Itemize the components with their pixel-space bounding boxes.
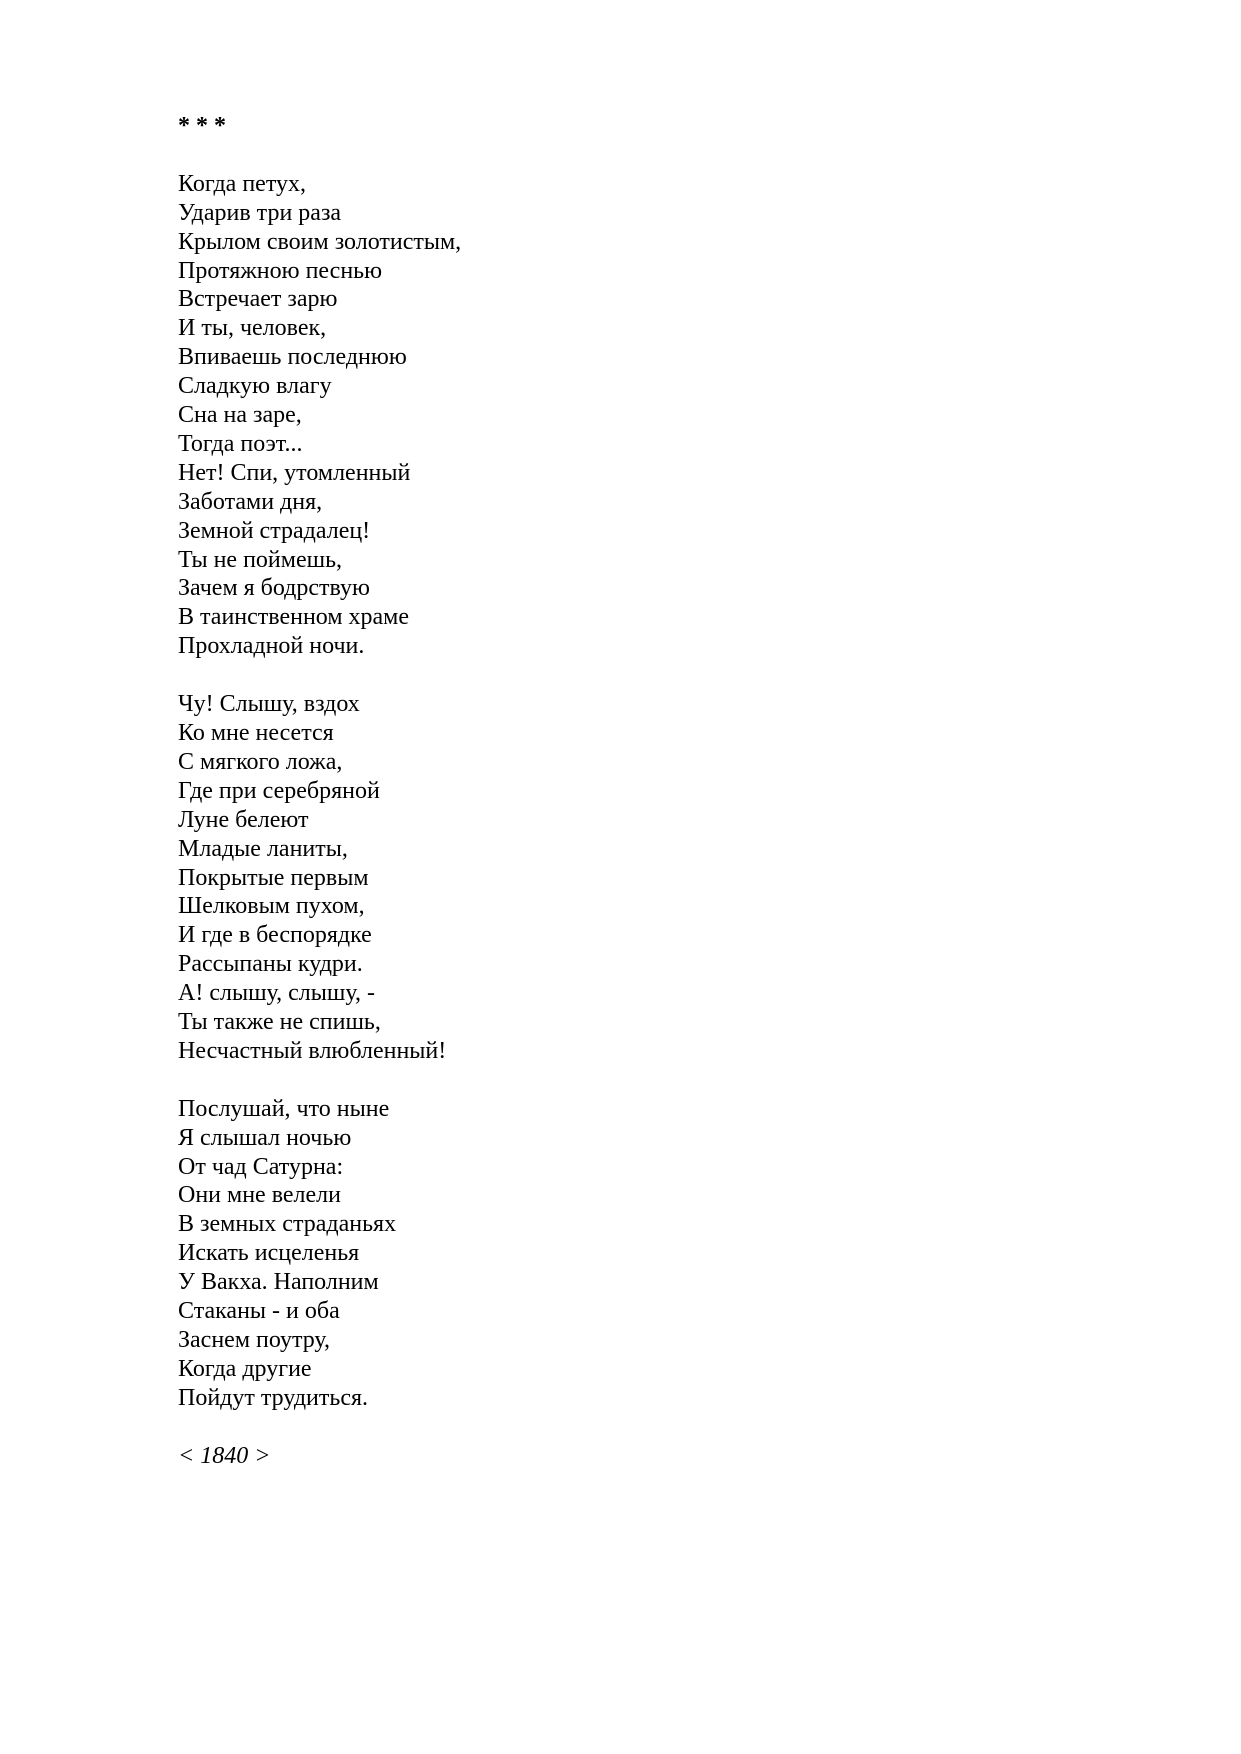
poem-line: Впиваешь последнюю: [178, 344, 407, 371]
stanza-gap: [178, 661, 1078, 690]
stanza-3: [178, 1095, 1078, 1413]
poem-date: < 1840 >: [178, 1442, 271, 1469]
poem-line: И ты, человек,: [178, 315, 327, 342]
poem-line: Сна на заре,: [178, 402, 302, 429]
poem-line: С мягкого ложа,: [178, 748, 343, 775]
stanza-gap: [178, 1066, 1078, 1095]
poem: [178, 112, 1078, 1471]
poem-line: Когда другие: [178, 1355, 312, 1382]
poem-line: Встречает зарю: [178, 286, 338, 313]
poem-line: В земных страданьях: [178, 1211, 397, 1238]
poem-line: А! слышу, слышу, -: [178, 980, 375, 1007]
stanza-gap: [178, 141, 1078, 170]
poem-line: От чад Сатурна:: [178, 1153, 344, 1180]
poem-line: Заснем поутру,: [178, 1327, 331, 1353]
poem-line: Несчастный влюбленный!: [178, 1037, 447, 1064]
poem-line: Покрытые первым: [178, 864, 369, 891]
poem-line: Шелковым пухом,: [178, 893, 365, 920]
poem-line: В таинственном храме: [178, 604, 410, 631]
poem-line: И где в беспорядке: [178, 922, 372, 949]
poem-line: Ко мне несется: [178, 719, 334, 746]
poem-line: Крылом своим золотистым,: [178, 228, 462, 255]
poem-line: Заботами дня,: [178, 488, 323, 515]
poem-line: Когда петух,: [178, 170, 306, 197]
poem-line: Ударив три раза: [178, 199, 342, 226]
poem-line: Земной страдалец!: [178, 517, 371, 544]
poem-line: Ты также не спишь,: [178, 1009, 381, 1036]
poem-line: Прохладной ночи.: [178, 633, 365, 660]
poem-line: Стаканы - и оба: [178, 1298, 340, 1325]
poem-line: Ты не поймешь,: [178, 546, 343, 573]
poem-line: Нет! Спи, утомленный: [178, 459, 411, 486]
poem-line: Они мне велели: [178, 1182, 341, 1209]
poem-line: Зачем я бодрствую: [178, 575, 370, 602]
poem-line: Протяжною песнью: [178, 257, 383, 284]
stanza-gap: [178, 1413, 1078, 1442]
poem-line: Послушай, что ныне: [178, 1095, 390, 1122]
poem-heading: * * *: [178, 113, 226, 139]
poem-line: У Вакха. Наполним: [178, 1269, 379, 1296]
poem-line: Луне белеют: [178, 806, 309, 833]
poem-line: Где при серебряной: [178, 777, 380, 804]
poem-line: Искать исцеленья: [178, 1240, 360, 1267]
poem-line: Младые ланиты,: [178, 835, 348, 862]
poem-line: Я слышал ночью: [178, 1124, 352, 1151]
poem-line: Тогда поэт...: [178, 430, 303, 457]
poem-line: Сладкую влагу: [178, 373, 332, 400]
stanza-2: [178, 690, 1078, 1066]
poem-line: Пойдут трудиться.: [178, 1384, 369, 1411]
poem-line: Чу! Слышу, вздох: [178, 691, 360, 718]
poem-line: Рассыпаны кудри.: [178, 951, 363, 978]
stanza-1: [178, 170, 1078, 661]
